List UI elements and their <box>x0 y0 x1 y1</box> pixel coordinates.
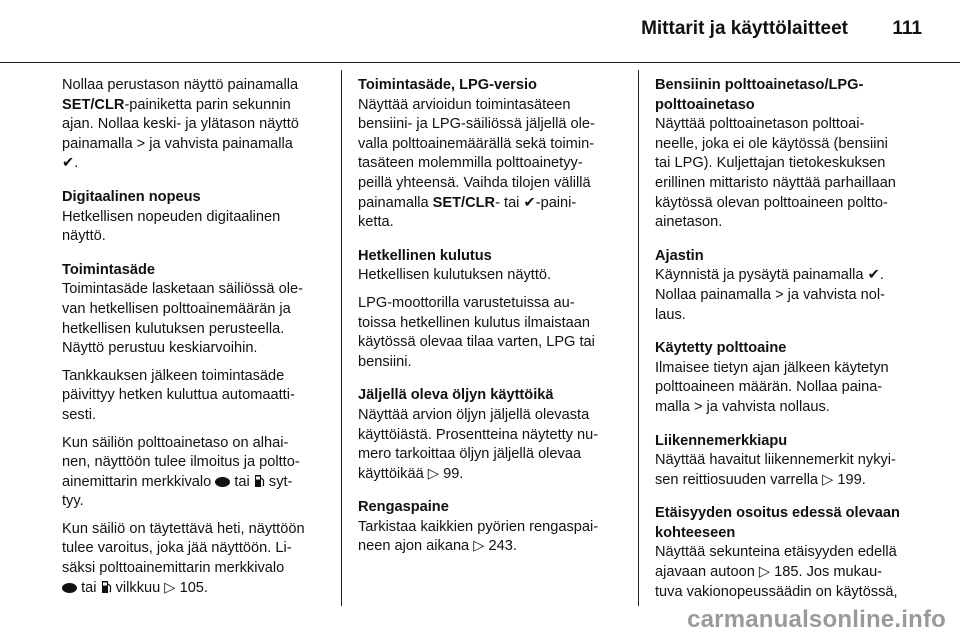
text-span: ja vahvista nollaus. <box>706 398 830 415</box>
section-heading: Bensiinin polttoainetaso/LPG- <box>655 77 864 93</box>
text-span: neen ajon aikana <box>358 538 470 555</box>
text-line <box>62 96 332 116</box>
page-reference: 105. <box>179 579 208 596</box>
page-reference: 199. <box>837 471 866 488</box>
section-heading: Liikennemerkkiapu <box>655 432 788 449</box>
text-span: syt- <box>268 473 293 490</box>
page-header <box>0 0 960 62</box>
page-reference-icon: ▷ <box>427 465 440 482</box>
fuel-warning-light-icon <box>215 477 230 487</box>
text-line <box>62 473 332 493</box>
text-line: Toimintasäde lasketaan säiliössä ole- <box>62 281 303 298</box>
text-line: Näyttää havaitut liikennemerkit nykyi- <box>655 452 896 469</box>
section-heading: Toimintasäde <box>62 261 155 278</box>
text-line: käytössä olevaa tilaa varten, LPG tai <box>358 334 595 351</box>
checkmark-icon: ✔ <box>62 155 75 172</box>
text-span: ajavaan autoon <box>655 564 755 581</box>
text-line: neelle, joka ei ole käytössä (bensiini <box>655 135 888 152</box>
text-line: Näyttää arvioidun toimintasäteen <box>358 96 571 113</box>
text-line: käyttöiästä. Prosentteina näytetty nu- <box>358 426 599 443</box>
text-line: näyttö. <box>62 228 106 245</box>
text-line <box>655 266 925 286</box>
text-line: erillinen mittaristo näyttää parhaillaan <box>655 174 896 191</box>
text-line: ainetason. <box>655 214 723 231</box>
text-span: vilkkuu <box>115 579 161 596</box>
paragraph <box>62 367 332 426</box>
text-line: laus. <box>655 306 686 323</box>
text-line: tasäteen molemmilla polttoainetyy- <box>358 155 583 172</box>
text-line <box>62 154 332 174</box>
header-rule <box>0 62 960 63</box>
text-span: Käynnistä ja pysäytä painamalla <box>655 267 864 284</box>
traffic-sign-section <box>655 432 925 491</box>
timer-section <box>655 247 925 325</box>
page-reference-icon: ▷ <box>164 579 176 596</box>
page-number: 111 <box>892 18 922 39</box>
fuel-pump-icon <box>254 474 265 488</box>
text-span: -paini- <box>535 194 577 211</box>
text-line: Kun säiliö on täytettävä heti, näyttöön <box>62 520 305 537</box>
column-1 <box>62 76 332 612</box>
chevron-right-icon: > <box>136 135 146 152</box>
text-line <box>655 398 925 418</box>
section-heading: Hetkellinen kulutus <box>358 247 492 264</box>
text-line: peillä yhteensä. Vaihda tilojen välillä <box>358 174 591 191</box>
section-heading: Käytetty polttoaine <box>655 340 787 357</box>
text-line: van hetkellisen polttoainemäärän ja <box>62 300 291 317</box>
text-span: ja vahvista nol- <box>787 286 886 303</box>
text-line: käytössä olevan polttoaineen poltto- <box>655 194 888 211</box>
text-span: käyttöikää <box>358 465 424 482</box>
text-line: Ilmaisee tietyn ajan jälkeen käytetyn <box>655 359 889 376</box>
text-span: ja vahvista painamalla <box>149 135 293 152</box>
text-line: Näyttää sekunteina etäisyyden edellä <box>655 544 897 561</box>
text-line <box>655 286 925 306</box>
text-span: tai <box>234 473 250 490</box>
text-line: toissa hetkellinen kulutus ilmaistaan <box>358 314 591 331</box>
text-line: ajan. Nollaa keski- ja ylätason näyttö <box>62 116 299 133</box>
page-reference: 185. Jos mukau- <box>774 564 883 581</box>
text-line <box>655 471 925 491</box>
instant-consumption-section <box>358 247 626 373</box>
text-line: Näyttö perustuu keskiarvoihin. <box>62 340 258 357</box>
section-heading: Rengaspaine <box>358 499 449 516</box>
text-span: . <box>74 155 79 172</box>
text-line <box>358 465 626 485</box>
text-line: tulee varoitus, joka jää näyttöön. Li- <box>62 540 292 557</box>
text-line: hetkellisen kulutuksen perusteella. <box>62 320 285 337</box>
page-reference: 99. <box>443 465 464 482</box>
page-reference-icon: ▷ <box>758 564 771 581</box>
text-line: tuva vakionopeussäädin on käytössä, <box>655 583 898 600</box>
text-span: painamalla <box>62 135 133 152</box>
checkmark-icon: ✔ <box>523 194 536 211</box>
text-line: mero tarkoittaa öljyn jäljellä olevaa <box>358 446 582 463</box>
section-heading: Ajastin <box>655 247 704 264</box>
text-line: ketta. <box>358 214 394 231</box>
text-span: ainemittarin merkkivalo <box>62 473 212 490</box>
text-line: Tankkauksen jälkeen toimintasäde <box>62 367 285 384</box>
paragraph <box>62 434 332 512</box>
column-divider-2 <box>638 70 639 606</box>
watermark-text: carmanualsonline.info <box>687 606 946 633</box>
page-reference-icon: ▷ <box>473 538 485 555</box>
range-section <box>62 261 332 599</box>
paragraph <box>62 280 332 358</box>
used-fuel-section <box>655 339 925 417</box>
tyre-pressure-section <box>358 498 626 557</box>
text-line: Hetkellisen kulutuksen näyttö. <box>358 267 552 284</box>
text-line <box>358 194 626 214</box>
column-divider-1 <box>341 70 342 606</box>
text-line: bensiini. <box>358 353 412 370</box>
text-line: LPG-moottorilla varustetuissa au- <box>358 294 575 311</box>
chevron-right-icon: > <box>693 398 703 415</box>
fuel-pump-icon <box>101 580 112 594</box>
page-reference-icon: ▷ <box>822 471 834 488</box>
section-heading: Digitaalinen nopeus <box>62 188 201 205</box>
section-heading: kohteeseen <box>655 524 736 541</box>
text-span: . <box>879 267 884 284</box>
fuel-level-section <box>655 76 925 233</box>
chevron-right-icon: > <box>775 286 784 303</box>
reset-instructions <box>62 76 332 174</box>
text-span: sen reittiosuuden varrella <box>655 471 819 488</box>
text-line: päivittyy hetken kuluttua automaatti- <box>62 387 295 404</box>
distance-indication-section <box>655 504 925 602</box>
chapter-title: Mittarit ja käyttölaitteet <box>641 18 848 39</box>
text-span: tai <box>81 579 97 596</box>
text-line <box>358 537 626 557</box>
text-line: sesti. <box>62 406 97 423</box>
column-3 <box>655 76 925 616</box>
paragraph <box>358 266 626 286</box>
oil-life-section <box>358 386 626 484</box>
text-line: Nollaa perustason näyttö painamalla <box>62 77 299 93</box>
text-line: Näyttää polttoainetason polttoai- <box>655 116 865 133</box>
text-line <box>62 135 332 155</box>
text-span: - tai <box>495 194 520 211</box>
paragraph <box>62 520 332 598</box>
section-heading: Etäisyyden osoitus edessä olevaan <box>655 505 900 522</box>
range-lpg-section <box>358 76 626 233</box>
text-line: polttoaineen määrän. Nollaa paina- <box>655 379 883 396</box>
text-line: säksi polttoainemittarin merkkivalo <box>62 560 285 577</box>
text-line: valla polttoainemäärällä sekä toimin- <box>358 135 595 152</box>
digital-speed-section <box>62 188 332 247</box>
text-line <box>62 579 332 599</box>
set-clr-label: SET/CLR <box>432 194 496 211</box>
text-span: Nollaa painamalla <box>655 286 772 303</box>
fuel-warning-light-icon <box>62 583 77 593</box>
text-line <box>655 563 925 583</box>
section-heading: Toimintasäde, LPG-versio <box>358 77 537 93</box>
text-line: tyy. <box>62 493 84 510</box>
text-line: Näyttää arvion öljyn jäljellä olevasta <box>358 406 590 423</box>
text-line: bensiini- ja LPG-säiliössä jäljellä ole- <box>358 116 595 133</box>
set-clr-label: SET/CLR <box>62 96 125 113</box>
section-heading: Jäljellä oleva öljyn käyttöikä <box>358 387 554 404</box>
text-line: Tarkistaa kaikkien pyörien rengaspai- <box>358 518 599 535</box>
text-line: Kun säiliön polttoainetaso on alhai- <box>62 434 289 451</box>
text-line: tai LPG). Kuljettajan tietokeskuksen <box>655 155 886 172</box>
text-span: -painiketta parin sekunnin <box>124 96 291 113</box>
section-heading: polttoainetaso <box>655 96 755 113</box>
page-reference: 243. <box>488 538 517 555</box>
checkmark-icon: ✔ <box>867 267 880 284</box>
text-line: nen, näyttöön tulee ilmoitus ja poltto- <box>62 454 300 471</box>
text-line: Hetkellisen nopeuden digitaalinen <box>62 208 281 225</box>
text-span: malla <box>655 398 690 415</box>
column-2 <box>358 76 626 571</box>
text-span: painamalla <box>358 194 429 211</box>
